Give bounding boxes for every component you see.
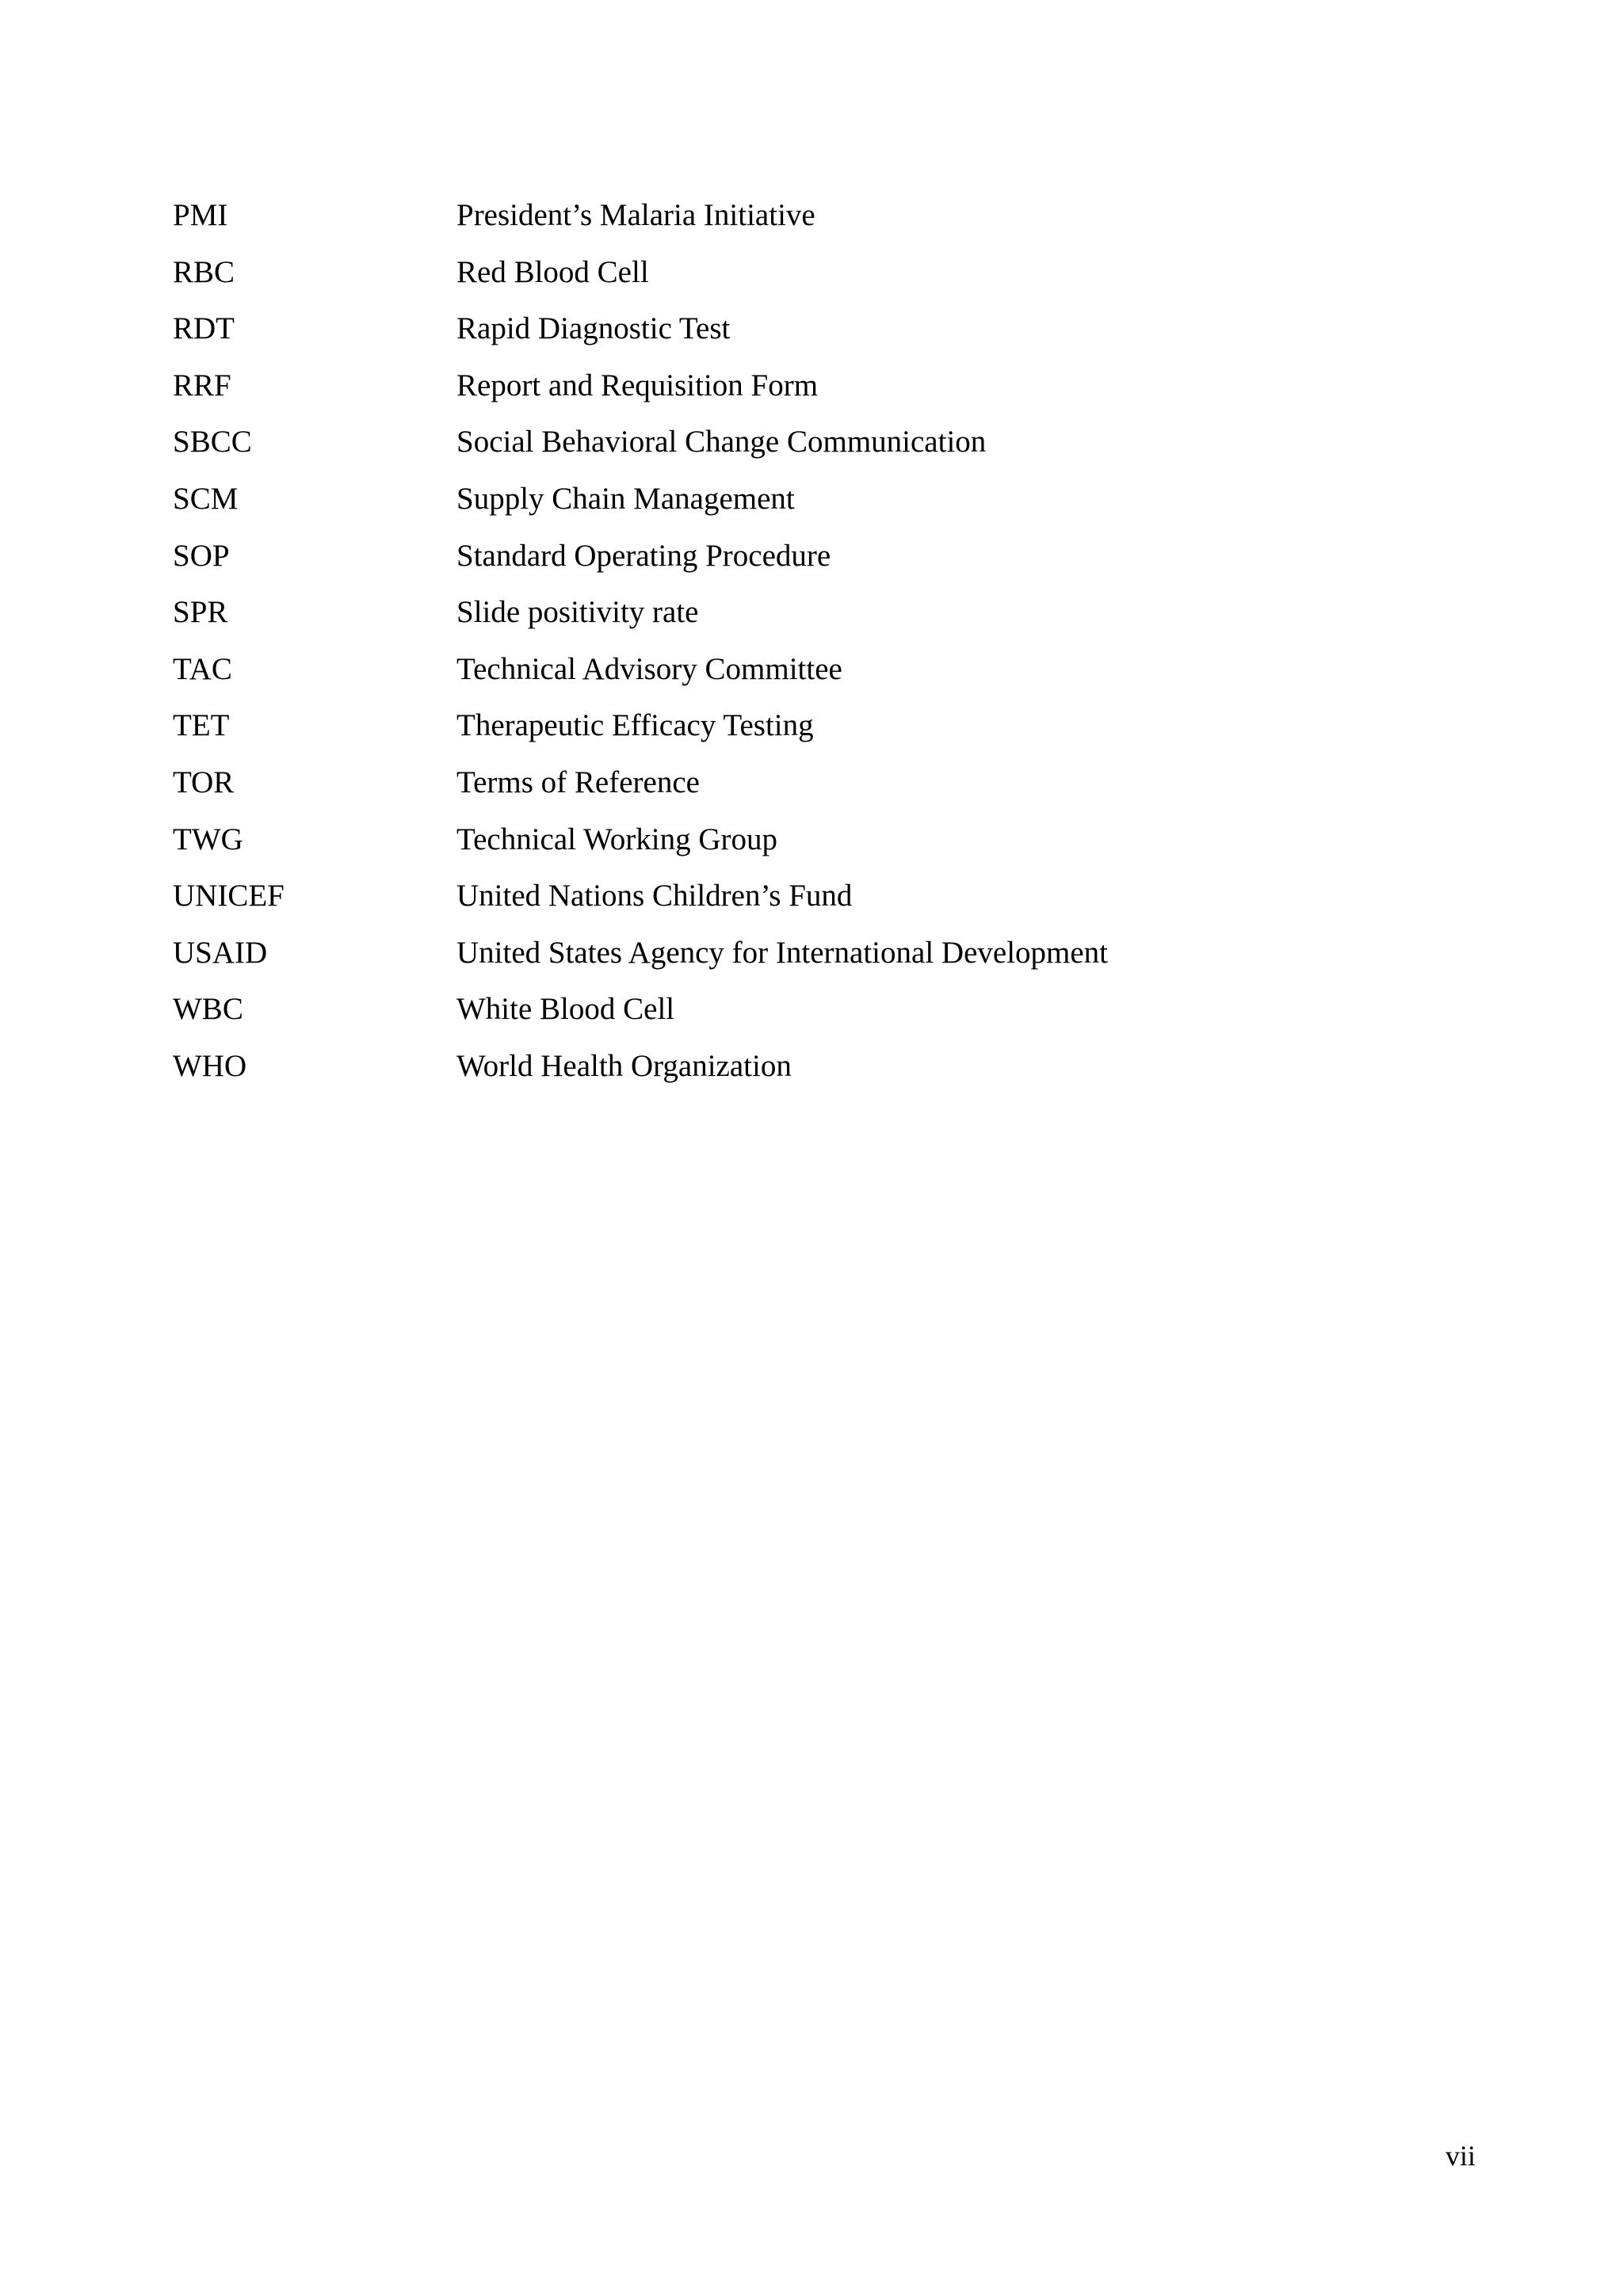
abbreviation-code: TOR xyxy=(173,765,235,799)
abbreviation-row xyxy=(173,647,1441,704)
abbreviation-definition: United Nations Children’s Fund xyxy=(456,879,853,913)
abbreviation-definition: Standard Operating Procedure xyxy=(456,538,831,573)
abbreviation-code: RRF xyxy=(173,368,231,402)
abbreviation-row xyxy=(173,818,1441,875)
abbreviation-list xyxy=(173,193,1441,1101)
abbreviation-definition: Report and Requisition Form xyxy=(456,368,819,402)
abbreviation-code: USAID xyxy=(173,935,268,970)
abbreviation-row xyxy=(173,250,1441,307)
abbreviation-code: WHO xyxy=(173,1048,247,1083)
abbreviation-definition: Supply Chain Management xyxy=(456,481,795,516)
abbreviation-definition: President’s Malaria Initiative xyxy=(456,198,815,232)
abbreviation-row xyxy=(173,477,1441,534)
abbreviation-row xyxy=(173,364,1441,421)
abbreviation-code: SOP xyxy=(173,538,230,573)
abbreviation-row xyxy=(173,307,1441,364)
abbreviation-row xyxy=(173,193,1441,250)
abbreviation-row xyxy=(173,761,1441,818)
abbreviation-code: RBC xyxy=(173,254,235,289)
abbreviation-code: SCM xyxy=(173,481,239,516)
abbreviation-row xyxy=(173,704,1441,761)
abbreviation-row xyxy=(173,987,1441,1044)
abbreviation-code: UNICEF xyxy=(173,879,285,913)
abbreviation-code: TET xyxy=(173,708,230,743)
abbreviation-code: WBC xyxy=(173,992,243,1027)
abbreviation-row xyxy=(173,931,1441,988)
abbreviation-definition: Red Blood Cell xyxy=(456,254,649,289)
abbreviation-code: TAC xyxy=(173,651,232,686)
abbreviation-definition: White Blood Cell xyxy=(456,992,675,1027)
abbreviation-definition: Therapeutic Efficacy Testing xyxy=(456,708,814,743)
abbreviation-code: TWG xyxy=(173,822,243,856)
abbreviation-row xyxy=(173,874,1441,931)
abbreviation-definition: Slide positivity rate xyxy=(456,595,699,630)
abbreviation-definition: Social Behavioral Change Communication xyxy=(456,425,987,460)
abbreviation-code: SPR xyxy=(173,595,228,630)
abbreviation-definition: Rapid Diagnostic Test xyxy=(456,311,731,346)
page-number: vii xyxy=(1445,2140,1476,2172)
abbreviation-code: RDT xyxy=(173,311,235,346)
abbreviation-definition: Terms of Reference xyxy=(456,765,700,799)
abbreviation-definition: Technical Working Group xyxy=(456,822,777,856)
abbreviation-code: PMI xyxy=(173,198,228,232)
abbreviation-definition: United States Agency for International Development xyxy=(456,935,1109,970)
abbreviation-definition: Technical Advisory Committee xyxy=(456,651,842,686)
abbreviation-row xyxy=(173,534,1441,591)
abbreviation-code: SBCC xyxy=(173,425,252,460)
abbreviation-row xyxy=(173,1044,1441,1101)
abbreviation-definition: World Health Organization xyxy=(456,1048,792,1083)
abbreviation-row xyxy=(173,420,1441,477)
abbreviation-row xyxy=(173,590,1441,647)
